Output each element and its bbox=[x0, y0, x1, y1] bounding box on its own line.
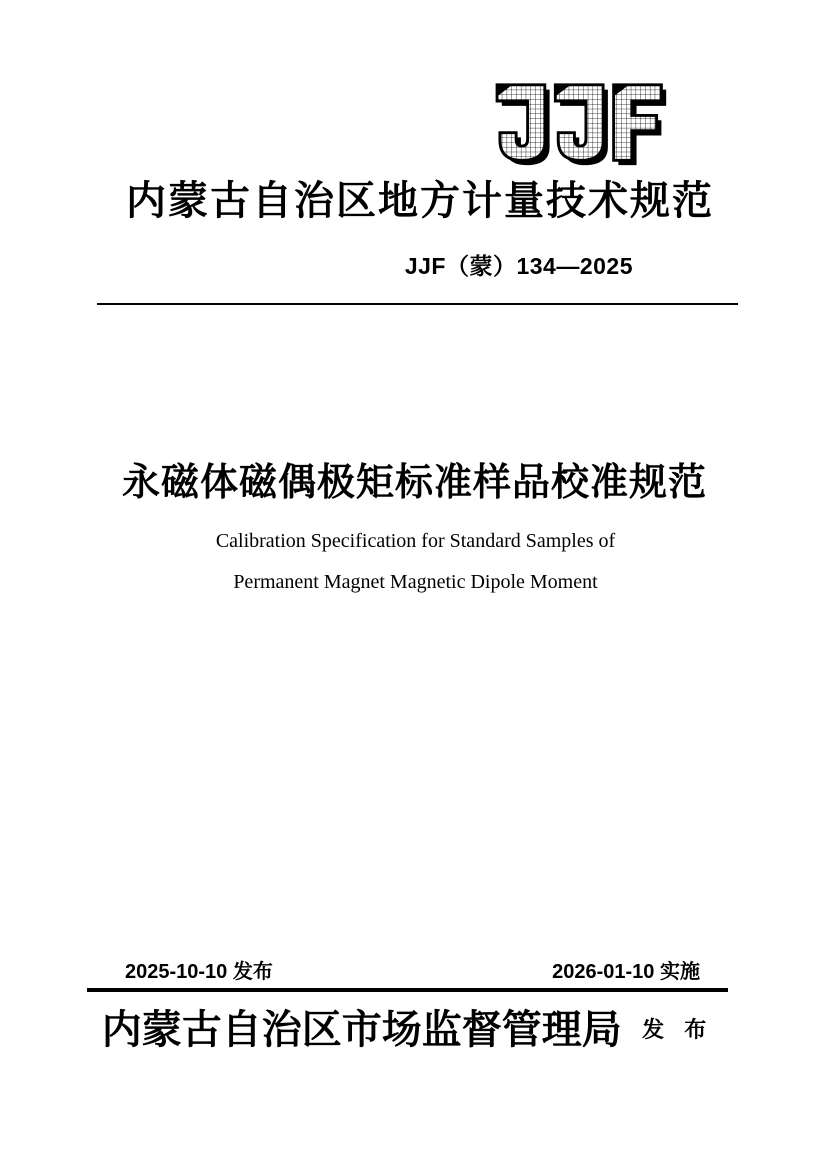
publisher-name: 内蒙古自治区市场监督管理局 bbox=[101, 1007, 622, 1052]
footer-divider-rule bbox=[87, 988, 728, 992]
english-title-line-2: Permanent Magnet Magnetic Dipole Moment bbox=[233, 571, 598, 593]
english-title-line-1: Calibration Specification for Standard Samples of bbox=[215, 530, 616, 552]
document-number: JJF（蒙）134—2025 bbox=[404, 253, 633, 279]
issue-date: 2025-10-10 发布 bbox=[125, 961, 273, 983]
publisher-row bbox=[0, 1007, 815, 1052]
series-title: 内蒙古自治区地方计量技术规范 bbox=[126, 178, 714, 223]
header-divider-rule bbox=[97, 303, 738, 305]
implementation-date: 2026-01-10 实施 bbox=[552, 961, 700, 983]
jjf-logo-icon bbox=[490, 82, 678, 168]
main-title-zh: 永磁体磁偶极矩标准样品校准规范 bbox=[121, 462, 707, 504]
publish-label: 发 布 bbox=[642, 1017, 714, 1042]
